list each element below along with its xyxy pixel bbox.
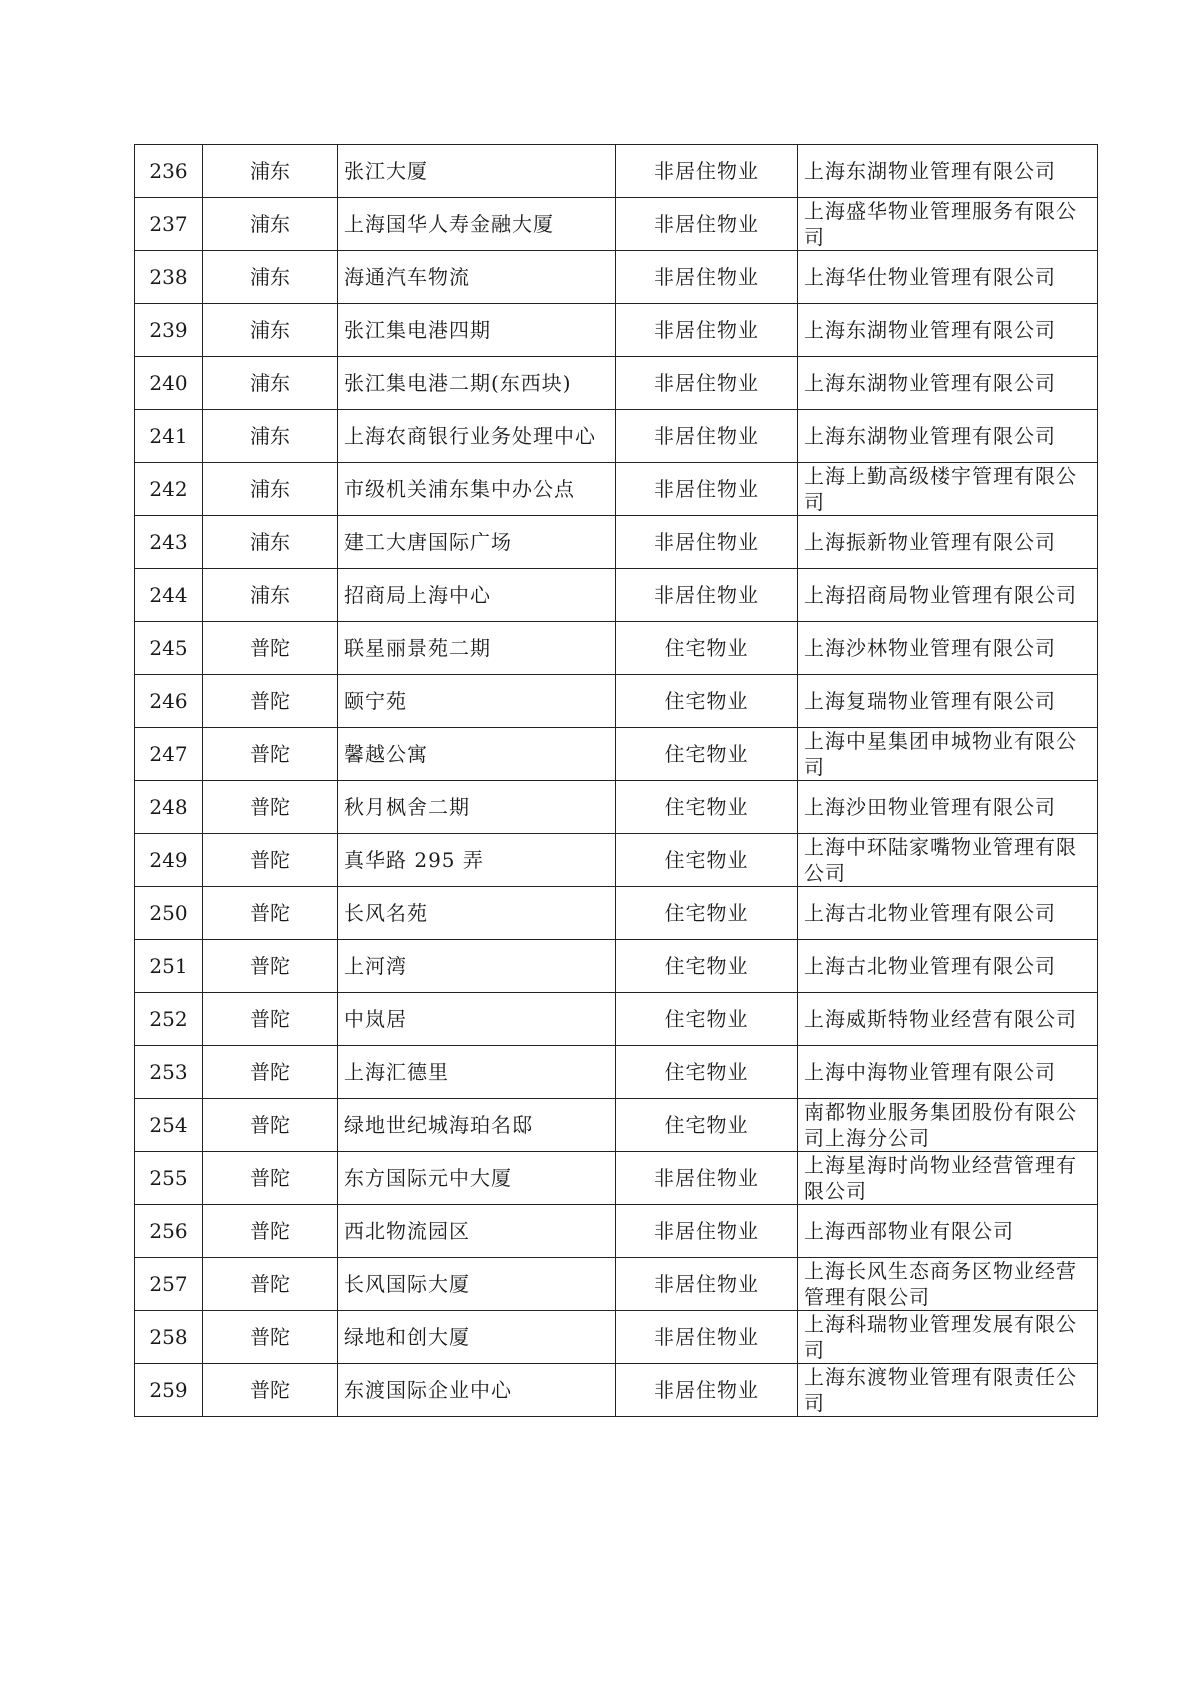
district-cell: 普陀: [203, 1311, 338, 1364]
property-type-cell: 住宅物业: [616, 622, 798, 675]
row-number: 256: [135, 1205, 203, 1258]
management-company-cell: 上海古北物业管理有限公司: [798, 940, 1098, 993]
project-name-cell: 张江集电港二期(东西块): [338, 357, 616, 410]
management-company-cell: 上海盛华物业管理服务有限公司: [798, 198, 1098, 251]
management-company-cell: 上海中环陆家嘴物业管理有限公司: [798, 834, 1098, 887]
table-row: [135, 1364, 1098, 1417]
management-company-cell: 上海华仕物业管理有限公司: [798, 251, 1098, 304]
table-row: [135, 1205, 1098, 1258]
row-number: 242: [135, 463, 203, 516]
row-number: 252: [135, 993, 203, 1046]
property-type-cell: 住宅物业: [616, 1099, 798, 1152]
table-row: [135, 622, 1098, 675]
property-type-cell: 住宅物业: [616, 940, 798, 993]
property-type-cell: 非居住物业: [616, 569, 798, 622]
table-row: [135, 357, 1098, 410]
district-cell: 普陀: [203, 1205, 338, 1258]
property-list-sheet: [134, 144, 1098, 1417]
row-number: 238: [135, 251, 203, 304]
table-row: [135, 834, 1098, 887]
project-name-cell: 长风国际大厦: [338, 1258, 616, 1311]
project-name-cell: 东渡国际企业中心: [338, 1364, 616, 1417]
project-name-cell: 张江大厦: [338, 145, 616, 198]
management-company-cell: 上海东湖物业管理有限公司: [798, 410, 1098, 463]
management-company-cell: 上海振新物业管理有限公司: [798, 516, 1098, 569]
management-company-cell: 上海西部物业有限公司: [798, 1205, 1098, 1258]
management-company-cell: 上海沙田物业管理有限公司: [798, 781, 1098, 834]
management-company-cell: 上海东湖物业管理有限公司: [798, 357, 1098, 410]
district-cell: 普陀: [203, 993, 338, 1046]
property-type-cell: 非居住物业: [616, 1311, 798, 1364]
table-row: [135, 463, 1098, 516]
property-type-cell: 非居住物业: [616, 463, 798, 516]
table-row: [135, 304, 1098, 357]
row-number: 244: [135, 569, 203, 622]
project-name-cell: 上海农商银行业务处理中心: [338, 410, 616, 463]
row-number: 245: [135, 622, 203, 675]
table-row: [135, 993, 1098, 1046]
project-name-cell: 招商局上海中心: [338, 569, 616, 622]
property-type-cell: 非居住物业: [616, 410, 798, 463]
table-row: [135, 1099, 1098, 1152]
project-name-cell: 秋月枫舍二期: [338, 781, 616, 834]
management-company-cell: 上海中海物业管理有限公司: [798, 1046, 1098, 1099]
management-company-cell: 上海东湖物业管理有限公司: [798, 304, 1098, 357]
table-row: [135, 1046, 1098, 1099]
row-number: 247: [135, 728, 203, 781]
district-cell: 浦东: [203, 251, 338, 304]
district-cell: 普陀: [203, 1258, 338, 1311]
project-name-cell: 海通汽车物流: [338, 251, 616, 304]
project-name-cell: 上河湾: [338, 940, 616, 993]
district-cell: 普陀: [203, 675, 338, 728]
table-row: [135, 675, 1098, 728]
row-number: 255: [135, 1152, 203, 1205]
row-number: 249: [135, 834, 203, 887]
property-type-cell: 住宅物业: [616, 1046, 798, 1099]
management-company-cell: 上海复瑞物业管理有限公司: [798, 675, 1098, 728]
district-cell: 普陀: [203, 1152, 338, 1205]
project-name-cell: 绿地和创大厦: [338, 1311, 616, 1364]
row-number: 257: [135, 1258, 203, 1311]
management-company-cell: 上海东渡物业管理有限责任公司: [798, 1364, 1098, 1417]
table-row: [135, 198, 1098, 251]
management-company-cell: 上海中星集团申城物业有限公司: [798, 728, 1098, 781]
management-company-cell: 上海沙林物业管理有限公司: [798, 622, 1098, 675]
property-type-cell: 非居住物业: [616, 198, 798, 251]
district-cell: 普陀: [203, 781, 338, 834]
row-number: 246: [135, 675, 203, 728]
project-name-cell: 上海国华人寿金融大厦: [338, 198, 616, 251]
row-number: 253: [135, 1046, 203, 1099]
district-cell: 浦东: [203, 516, 338, 569]
management-company-cell: 上海长风生态商务区物业经营管理有限公司: [798, 1258, 1098, 1311]
table-row: [135, 410, 1098, 463]
district-cell: 普陀: [203, 940, 338, 993]
management-company-cell: 上海星海时尚物业经营管理有限公司: [798, 1152, 1098, 1205]
property-type-cell: 住宅物业: [616, 887, 798, 940]
management-company-cell: 上海科瑞物业管理发展有限公司: [798, 1311, 1098, 1364]
row-number: 251: [135, 940, 203, 993]
district-cell: 浦东: [203, 304, 338, 357]
property-type-cell: 住宅物业: [616, 728, 798, 781]
district-cell: 普陀: [203, 1046, 338, 1099]
project-name-cell: 建工大唐国际广场: [338, 516, 616, 569]
district-cell: 普陀: [203, 1099, 338, 1152]
project-name-cell: 颐宁苑: [338, 675, 616, 728]
row-number: 258: [135, 1311, 203, 1364]
property-type-cell: 非居住物业: [616, 357, 798, 410]
district-cell: 普陀: [203, 622, 338, 675]
district-cell: 浦东: [203, 410, 338, 463]
table-row: [135, 516, 1098, 569]
property-table: [134, 144, 1098, 1417]
management-company-cell: 上海上勤高级楼宇管理有限公司: [798, 463, 1098, 516]
district-cell: 浦东: [203, 145, 338, 198]
row-number: 259: [135, 1364, 203, 1417]
row-number: 237: [135, 198, 203, 251]
property-type-cell: 住宅物业: [616, 781, 798, 834]
project-name-cell: 馨越公寓: [338, 728, 616, 781]
property-type-cell: 非居住物业: [616, 1205, 798, 1258]
property-type-cell: 住宅物业: [616, 993, 798, 1046]
property-type-cell: 非居住物业: [616, 1364, 798, 1417]
district-cell: 普陀: [203, 834, 338, 887]
district-cell: 普陀: [203, 887, 338, 940]
row-number: 243: [135, 516, 203, 569]
property-type-cell: 非居住物业: [616, 304, 798, 357]
table-row: [135, 1152, 1098, 1205]
table-row: [135, 728, 1098, 781]
property-type-cell: 非居住物业: [616, 516, 798, 569]
project-name-cell: 张江集电港四期: [338, 304, 616, 357]
district-cell: 浦东: [203, 357, 338, 410]
project-name-cell: 绿地世纪城海珀名邸: [338, 1099, 616, 1152]
property-table-body: [135, 145, 1098, 1417]
management-company-cell: 上海古北物业管理有限公司: [798, 887, 1098, 940]
row-number: 248: [135, 781, 203, 834]
property-type-cell: 非居住物业: [616, 251, 798, 304]
management-company-cell: 上海东湖物业管理有限公司: [798, 145, 1098, 198]
district-cell: 浦东: [203, 198, 338, 251]
project-name-cell: 西北物流园区: [338, 1205, 616, 1258]
property-type-cell: 非居住物业: [616, 145, 798, 198]
row-number: 241: [135, 410, 203, 463]
table-row: [135, 569, 1098, 622]
project-name-cell: 真华路 295 弄: [338, 834, 616, 887]
property-type-cell: 非居住物业: [616, 1152, 798, 1205]
project-name-cell: 联星丽景苑二期: [338, 622, 616, 675]
table-row: [135, 145, 1098, 198]
row-number: 240: [135, 357, 203, 410]
table-row: [135, 251, 1098, 304]
table-row: [135, 887, 1098, 940]
project-name-cell: 东方国际元中大厦: [338, 1152, 616, 1205]
project-name-cell: 上海汇德里: [338, 1046, 616, 1099]
project-name-cell: 中岚居: [338, 993, 616, 1046]
property-type-cell: 非居住物业: [616, 1258, 798, 1311]
row-number: 239: [135, 304, 203, 357]
table-row: [135, 1311, 1098, 1364]
management-company-cell: 上海招商局物业管理有限公司: [798, 569, 1098, 622]
table-row: [135, 1258, 1098, 1311]
row-number: 254: [135, 1099, 203, 1152]
row-number: 236: [135, 145, 203, 198]
project-name-cell: 市级机关浦东集中办公点: [338, 463, 616, 516]
property-type-cell: 住宅物业: [616, 834, 798, 887]
district-cell: 浦东: [203, 569, 338, 622]
table-row: [135, 781, 1098, 834]
table-row: [135, 940, 1098, 993]
management-company-cell: 南都物业服务集团股份有限公司上海分公司: [798, 1099, 1098, 1152]
district-cell: 浦东: [203, 463, 338, 516]
management-company-cell: 上海威斯特物业经营有限公司: [798, 993, 1098, 1046]
project-name-cell: 长风名苑: [338, 887, 616, 940]
property-type-cell: 住宅物业: [616, 675, 798, 728]
district-cell: 普陀: [203, 728, 338, 781]
row-number: 250: [135, 887, 203, 940]
district-cell: 普陀: [203, 1364, 338, 1417]
